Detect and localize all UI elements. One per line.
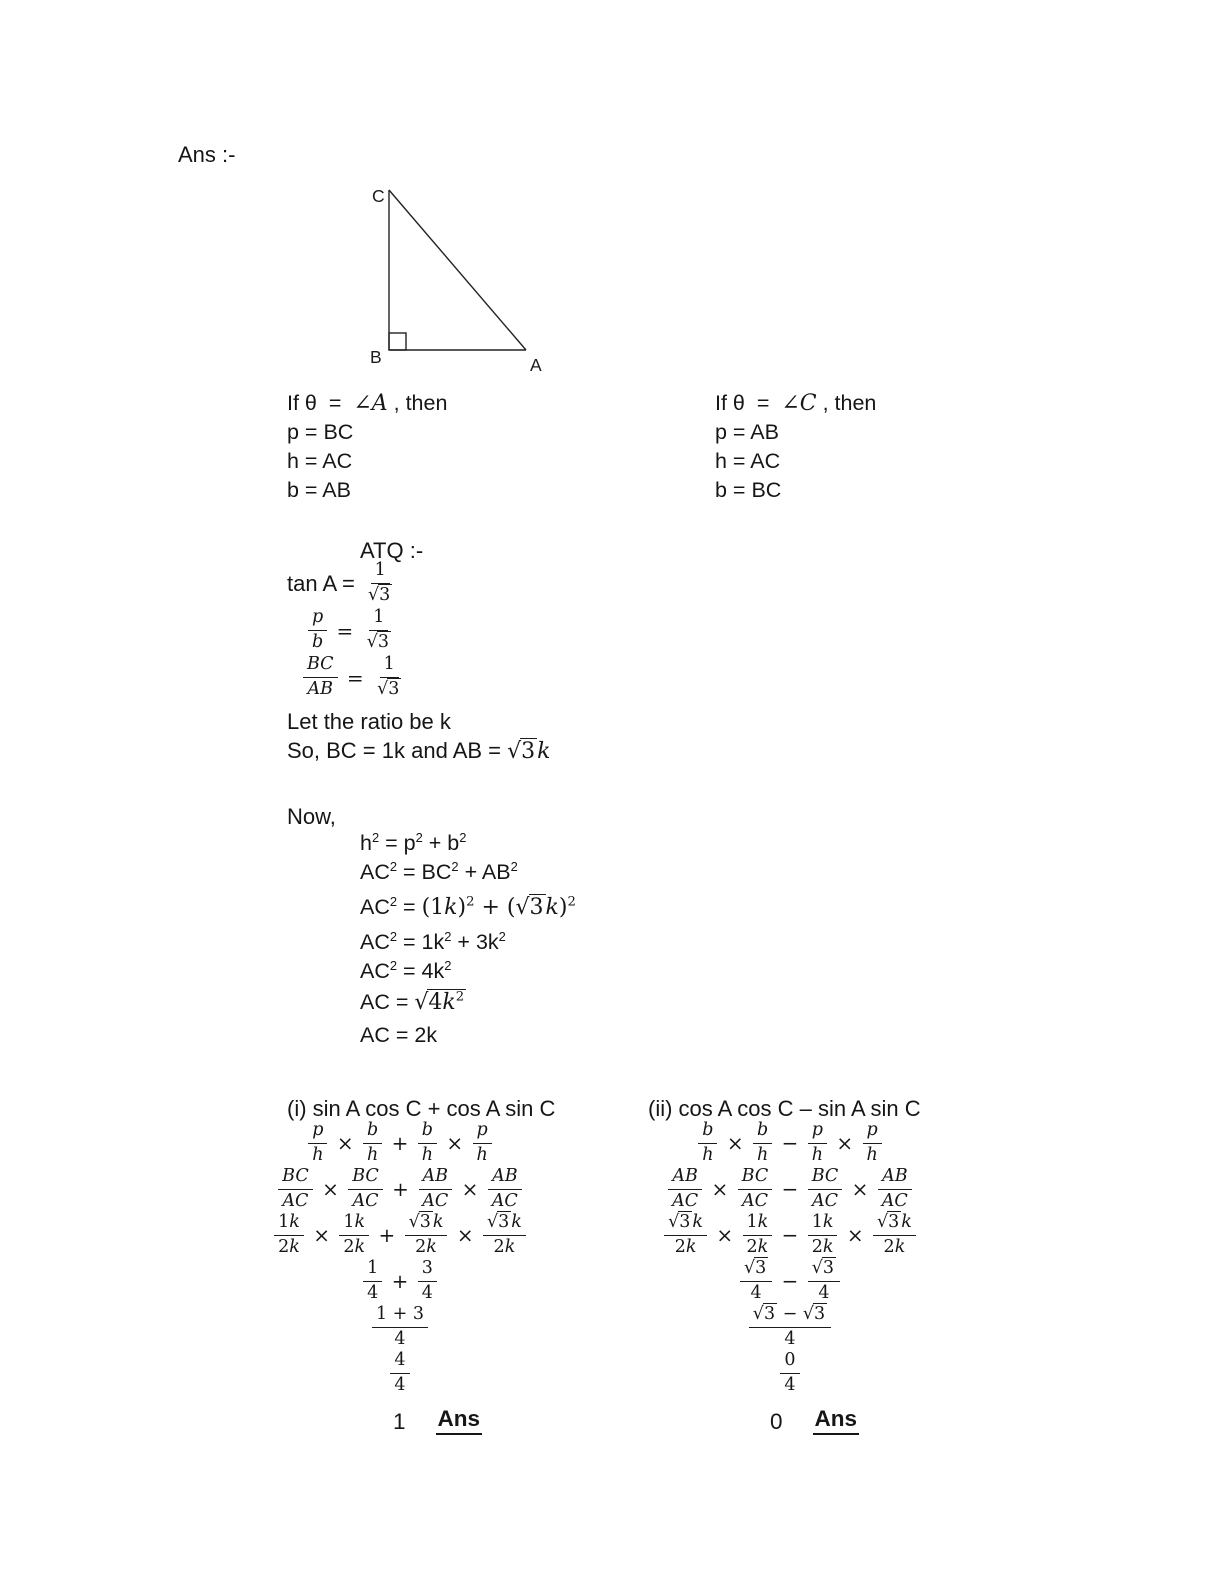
math-text: ∠A bbox=[353, 391, 388, 416]
case-a-line-b: b = AB bbox=[287, 478, 351, 502]
numerator: 1 bbox=[369, 608, 388, 631]
equation-tan-a bbox=[287, 560, 408, 607]
case-a-intro bbox=[287, 389, 447, 418]
radical: √3 bbox=[507, 739, 536, 764]
part-ii-heading: (ii) cos A cos C – sin A sin C bbox=[648, 1096, 921, 1121]
fraction bbox=[873, 1213, 916, 1257]
part-ii-answer-value: 0 bbox=[770, 1409, 783, 1434]
fraction bbox=[473, 1121, 492, 1165]
numerator: p bbox=[308, 608, 327, 631]
denominator: 2k bbox=[674, 1236, 697, 1257]
numerator: b bbox=[698, 1121, 717, 1144]
math-text: − bbox=[775, 1131, 805, 1155]
fraction bbox=[274, 1213, 304, 1257]
denominator: 4 bbox=[818, 1282, 830, 1303]
fraction bbox=[363, 608, 395, 652]
numerator: AB bbox=[419, 1167, 453, 1190]
fraction bbox=[303, 655, 338, 699]
fraction bbox=[418, 1121, 437, 1165]
part-ii-row-difference bbox=[640, 1304, 940, 1350]
denominator: 2k bbox=[493, 1236, 516, 1257]
denominator: AB bbox=[307, 679, 334, 699]
radical: √3 bbox=[366, 632, 389, 652]
denominator: AC bbox=[672, 1190, 699, 1211]
numerator: √3 k bbox=[873, 1213, 916, 1236]
fraction bbox=[363, 1121, 382, 1165]
atq-equations bbox=[287, 560, 408, 701]
vertex-label-c: C bbox=[372, 186, 385, 206]
fraction bbox=[738, 1167, 773, 1211]
numerator: 1 bbox=[363, 1259, 382, 1282]
denominator: AC bbox=[282, 1190, 309, 1211]
math-text: = bbox=[340, 665, 371, 690]
fraction bbox=[373, 655, 405, 699]
numerator: √3 k bbox=[483, 1213, 526, 1236]
math-text: ∠C bbox=[781, 391, 817, 416]
math-text: × bbox=[440, 1131, 470, 1155]
plain-text: If θ = bbox=[287, 391, 354, 415]
triangle-side-ca bbox=[389, 190, 526, 350]
numerator: b bbox=[363, 1121, 382, 1144]
fraction bbox=[418, 1167, 452, 1211]
radical: √3 bbox=[377, 679, 400, 699]
part-ii-row-k-values bbox=[640, 1212, 940, 1258]
equation-ac2-bc2-ab2 bbox=[360, 860, 576, 885]
numerator: AB bbox=[878, 1167, 912, 1190]
math-text: × bbox=[710, 1223, 740, 1247]
fraction bbox=[405, 1213, 448, 1257]
math-text: × bbox=[450, 1223, 480, 1247]
denominator bbox=[373, 678, 405, 700]
math-text: × bbox=[705, 1177, 735, 1201]
radical: √3 bbox=[368, 585, 391, 605]
math-text: + bbox=[385, 1269, 415, 1293]
numerator: AB bbox=[488, 1167, 522, 1190]
math-text: × bbox=[845, 1177, 875, 1201]
radical: √3 bbox=[486, 1211, 510, 1232]
radical: $√4k^2$ bbox=[414, 989, 465, 1015]
fraction bbox=[808, 1213, 838, 1257]
part-i-answer bbox=[393, 1406, 550, 1435]
fraction bbox=[390, 1351, 409, 1395]
numerator: √3 − √3 bbox=[749, 1305, 831, 1328]
numerator: b bbox=[753, 1121, 772, 1144]
plain-text: , then bbox=[387, 391, 448, 415]
denominator: h bbox=[476, 1144, 488, 1165]
part-ii-row-ratios bbox=[640, 1120, 940, 1166]
part-i-row-sum bbox=[250, 1304, 550, 1350]
plain-text: $AC^2 = 1k^2 + 3k^2$ bbox=[360, 928, 506, 954]
radical: √3 bbox=[743, 1257, 767, 1278]
fraction bbox=[698, 1121, 717, 1165]
denominator: b bbox=[312, 632, 324, 652]
equation-bc-over-ab bbox=[300, 654, 408, 701]
right-triangle-diagram bbox=[330, 172, 560, 387]
pythagoras-block bbox=[360, 831, 576, 1048]
numerator: 1k bbox=[743, 1213, 773, 1236]
fraction bbox=[664, 1213, 707, 1257]
denominator: h bbox=[866, 1144, 878, 1165]
denominator: h bbox=[702, 1144, 714, 1165]
radical: √3 bbox=[752, 1303, 776, 1324]
equation-ac2-4k2 bbox=[360, 959, 576, 984]
fraction bbox=[808, 1121, 827, 1165]
fraction bbox=[488, 1167, 522, 1211]
numerator: 1k bbox=[339, 1213, 369, 1236]
numerator: √3 k bbox=[664, 1213, 707, 1236]
math-text: × bbox=[455, 1177, 485, 1201]
numerator: 1 bbox=[371, 561, 390, 584]
case-a-line-p: p = BC bbox=[287, 420, 354, 444]
denominator: AC bbox=[491, 1190, 518, 1211]
denominator: AC bbox=[352, 1190, 379, 1211]
equation-p-over-b bbox=[305, 607, 408, 654]
denominator: h bbox=[421, 1144, 434, 1165]
part-i-answer-value: 1 bbox=[393, 1409, 406, 1434]
fraction bbox=[668, 1167, 702, 1211]
math-text: × bbox=[306, 1223, 337, 1247]
numerator: BC bbox=[348, 1167, 383, 1190]
denominator: 4 bbox=[394, 1328, 406, 1349]
plain-text: So, BC = 1k and AB = bbox=[287, 738, 508, 763]
plain-text: AC = 2k bbox=[360, 1023, 438, 1047]
math-text: − bbox=[775, 1269, 805, 1293]
numerator: 0 bbox=[780, 1351, 799, 1374]
fraction bbox=[878, 1167, 912, 1211]
now-label: Now, bbox=[287, 804, 336, 829]
part-ii-row-root-quarters bbox=[640, 1258, 940, 1304]
fraction bbox=[808, 1259, 840, 1303]
numerator: 1 + 3 bbox=[372, 1305, 428, 1328]
plain-text: $AC^2$ = bbox=[360, 893, 422, 919]
case-c-intro bbox=[715, 389, 876, 418]
fraction bbox=[308, 1121, 327, 1165]
denominator: h bbox=[366, 1144, 379, 1165]
plain-text: , then bbox=[816, 391, 877, 415]
denominator: 2k bbox=[883, 1236, 906, 1257]
denominator: 4 bbox=[750, 1282, 762, 1303]
fraction bbox=[808, 1167, 843, 1211]
vertex-label-a: A bbox=[530, 355, 542, 375]
plain-text: $AC^2 = 4k^2$ bbox=[360, 957, 452, 983]
case-angle-c bbox=[715, 389, 876, 505]
numerator: 1 bbox=[380, 655, 399, 678]
part-i-row-k-values bbox=[250, 1212, 550, 1258]
numerator: p bbox=[808, 1121, 827, 1144]
radical: √3 bbox=[811, 1257, 835, 1278]
numerator: AB bbox=[668, 1167, 702, 1190]
math-text: × bbox=[330, 1131, 360, 1155]
fraction bbox=[278, 1167, 313, 1211]
equation-ac-2k bbox=[360, 1023, 576, 1048]
fraction bbox=[363, 1259, 382, 1303]
case-c-line-b: b = BC bbox=[715, 478, 782, 502]
numerator: p bbox=[308, 1121, 327, 1144]
numerator: p bbox=[473, 1121, 492, 1144]
numerator: BC bbox=[278, 1167, 313, 1190]
fraction bbox=[753, 1121, 772, 1165]
denominator: AC bbox=[422, 1190, 449, 1211]
radical: √3 bbox=[408, 1211, 431, 1232]
case-c-line-p: p = AB bbox=[715, 420, 779, 444]
radical: √3 bbox=[876, 1211, 900, 1232]
math-text: + bbox=[385, 1131, 415, 1155]
math-text: − bbox=[775, 1223, 805, 1247]
math-text: × bbox=[830, 1131, 860, 1155]
ans-heading: Ans :- bbox=[178, 142, 236, 167]
let-ratio-line: Let the ratio be k bbox=[287, 709, 451, 734]
part-i-work bbox=[250, 1120, 550, 1435]
radical: √3 bbox=[802, 1303, 826, 1324]
part-ii-work bbox=[640, 1120, 940, 1435]
part-i-heading: (i) sin A cos C + cos A sin C bbox=[287, 1096, 556, 1121]
equation-ac-root bbox=[360, 990, 576, 1015]
denominator: 4 bbox=[784, 1328, 796, 1349]
denominator: 4 bbox=[421, 1282, 433, 1303]
numerator: 1k bbox=[274, 1213, 304, 1236]
numerator bbox=[808, 1259, 840, 1282]
math-text: = bbox=[330, 618, 360, 643]
denominator: h bbox=[312, 1144, 324, 1165]
fraction bbox=[308, 608, 327, 652]
case-a-line-h: h = AC bbox=[287, 449, 353, 473]
fraction bbox=[339, 1213, 369, 1257]
atq-heading: ATQ :- bbox=[360, 538, 424, 563]
fraction bbox=[348, 1167, 383, 1211]
math-text: $(1k)^2 + (√3k)^2$ bbox=[421, 894, 576, 920]
part-ii-answer-label: Ans bbox=[813, 1406, 860, 1435]
denominator bbox=[363, 631, 395, 653]
numerator: BC bbox=[808, 1167, 843, 1190]
part-ii-row-zero-fourths bbox=[640, 1350, 940, 1396]
so-line bbox=[287, 738, 551, 765]
denominator bbox=[364, 584, 396, 606]
math-text: − bbox=[775, 1177, 805, 1201]
numerator: √3 k bbox=[405, 1213, 448, 1236]
math-text: √3k bbox=[507, 739, 551, 764]
denominator: 2k bbox=[343, 1236, 366, 1257]
part-i-row-four-fourths bbox=[250, 1350, 550, 1396]
part-i-answer-label: Ans bbox=[436, 1406, 483, 1435]
denominator: 4 bbox=[367, 1282, 379, 1303]
math-text: × bbox=[315, 1177, 346, 1201]
numerator: p bbox=[863, 1121, 882, 1144]
denominator: 2k bbox=[746, 1236, 769, 1257]
fraction bbox=[743, 1213, 773, 1257]
part-i-row-quarters bbox=[250, 1258, 550, 1304]
radical: √3 bbox=[668, 1211, 691, 1232]
denominator: 4 bbox=[784, 1374, 796, 1395]
denominator: AC bbox=[812, 1190, 839, 1211]
numerator: BC bbox=[738, 1167, 773, 1190]
numerator: BC bbox=[303, 655, 338, 678]
fraction bbox=[740, 1259, 772, 1303]
fraction bbox=[372, 1305, 428, 1349]
fraction bbox=[418, 1259, 437, 1303]
denominator: AC bbox=[741, 1190, 768, 1211]
part-i-row-sides bbox=[250, 1166, 550, 1212]
denominator: 4 bbox=[394, 1374, 406, 1395]
numerator: b bbox=[418, 1121, 437, 1144]
denominator: 2k bbox=[278, 1236, 300, 1257]
plain-text: tan A = bbox=[287, 570, 362, 596]
math-text bbox=[414, 990, 466, 1015]
denominator: h bbox=[811, 1144, 824, 1165]
equation-h2 bbox=[360, 831, 576, 856]
equation-ac2-substituted bbox=[360, 895, 576, 920]
part-ii-row-sides bbox=[640, 1166, 940, 1212]
plain-text: If θ = bbox=[715, 391, 782, 415]
part-ii-answer bbox=[770, 1406, 940, 1435]
numerator: 4 bbox=[390, 1351, 409, 1374]
vertex-label-b: B bbox=[370, 347, 382, 367]
denominator: AC bbox=[881, 1190, 908, 1211]
fraction bbox=[863, 1121, 882, 1165]
fraction bbox=[749, 1305, 831, 1349]
math-text: + bbox=[372, 1223, 402, 1247]
numerator: 1k bbox=[808, 1213, 838, 1236]
denominator: 2k bbox=[811, 1236, 834, 1257]
part-i-row-ratios bbox=[250, 1120, 550, 1166]
denominator: 2k bbox=[415, 1236, 437, 1257]
fraction bbox=[780, 1351, 799, 1395]
math-text: × bbox=[840, 1223, 870, 1247]
math-text: × bbox=[720, 1131, 750, 1155]
fraction bbox=[483, 1213, 526, 1257]
denominator: h bbox=[756, 1144, 769, 1165]
equation-ac2-1k2-3k2 bbox=[360, 930, 576, 955]
plain-text: $AC^2 = BC^2 + AB^2$ bbox=[360, 858, 518, 884]
numerator: 3 bbox=[418, 1259, 437, 1282]
plain-text: $h^2 = p^2 + b^2$ bbox=[360, 829, 467, 855]
right-angle-marker bbox=[389, 333, 406, 350]
fraction bbox=[364, 561, 396, 605]
math-text: + bbox=[385, 1177, 416, 1201]
plain-text: AC = bbox=[360, 990, 415, 1014]
radical: √3 bbox=[515, 895, 544, 920]
numerator bbox=[740, 1259, 772, 1282]
case-angle-a bbox=[287, 389, 447, 505]
case-c-line-h: h = AC bbox=[715, 449, 781, 473]
